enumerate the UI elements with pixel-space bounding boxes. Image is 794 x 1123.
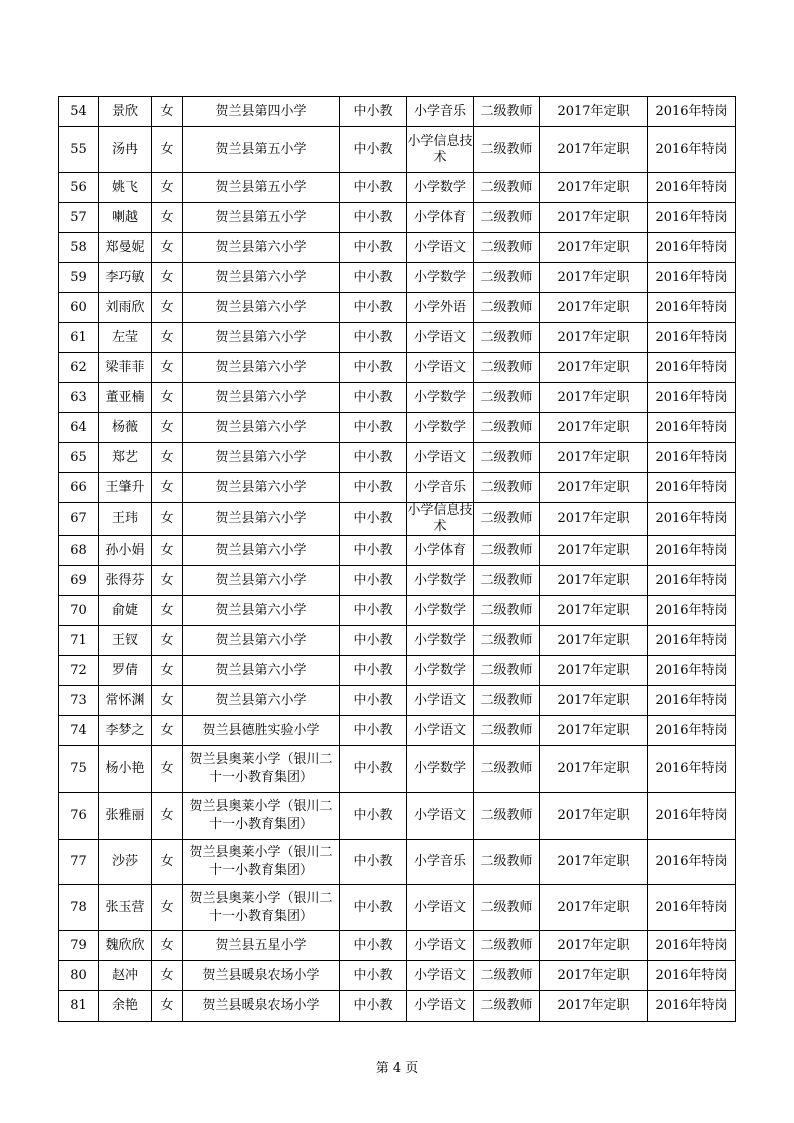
cell-sex: 女	[152, 97, 183, 127]
cell-no: 68	[59, 536, 99, 566]
cell-school: 贺兰县暖泉农场小学	[183, 961, 340, 991]
cell-name: 梁菲菲	[99, 353, 152, 383]
cell-name: 王玮	[99, 503, 152, 536]
cell-school: 贺兰县奥莱小学（银川二十一小教育集团）	[183, 840, 340, 885]
cell-title: 二级教师	[474, 203, 540, 233]
cell-school: 贺兰县第六小学	[183, 413, 340, 443]
cell-subject: 小学语文	[407, 353, 474, 383]
cell-name: 汤冉	[99, 127, 152, 173]
cell-position: 2017年定职	[540, 293, 648, 323]
table-row	[59, 353, 736, 383]
cell-no: 80	[59, 961, 99, 991]
cell-note: 2016年特岗	[648, 293, 736, 323]
cell-no: 70	[59, 596, 99, 626]
cell-no: 73	[59, 686, 99, 716]
cell-title: 二级教师	[474, 173, 540, 203]
cell-school: 贺兰县奥莱小学（银川二十一小教育集团）	[183, 746, 340, 793]
cell-subject: 小学语文	[407, 716, 474, 746]
cell-school: 贺兰县第六小学	[183, 503, 340, 536]
cell-no: 55	[59, 127, 99, 173]
cell-position: 2017年定职	[540, 716, 648, 746]
cell-sex: 女	[152, 263, 183, 293]
cell-subject: 小学语文	[407, 885, 474, 931]
table-row	[59, 566, 736, 596]
cell-no: 75	[59, 746, 99, 793]
cell-title: 二级教师	[474, 793, 540, 840]
cell-position: 2017年定职	[540, 626, 648, 656]
cell-position: 2017年定职	[540, 353, 648, 383]
cell-title: 二级教师	[474, 596, 540, 626]
cell-sex: 女	[152, 931, 183, 961]
cell-sex: 女	[152, 536, 183, 566]
cell-school: 贺兰县第六小学	[183, 596, 340, 626]
cell-sex: 女	[152, 596, 183, 626]
cell-subject: 小学语文	[407, 931, 474, 961]
table-row	[59, 263, 736, 293]
table-row	[59, 885, 736, 931]
cell-no: 79	[59, 931, 99, 961]
cell-note: 2016年特岗	[648, 656, 736, 686]
table-row	[59, 626, 736, 656]
cell-sex: 女	[152, 323, 183, 353]
cell-sex: 女	[152, 503, 183, 536]
cell-subject: 小学体育	[407, 536, 474, 566]
cell-sex: 女	[152, 353, 183, 383]
cell-position: 2017年定职	[540, 840, 648, 885]
cell-school: 贺兰县五星小学	[183, 931, 340, 961]
cell-school: 贺兰县第四小学	[183, 97, 340, 127]
cell-no: 72	[59, 656, 99, 686]
cell-note: 2016年特岗	[648, 473, 736, 503]
cell-name: 俞婕	[99, 596, 152, 626]
cell-note: 2016年特岗	[648, 323, 736, 353]
cell-name: 罗倩	[99, 656, 152, 686]
cell-title: 二级教师	[474, 656, 540, 686]
cell-name: 赵冲	[99, 961, 152, 991]
cell-position: 2017年定职	[540, 203, 648, 233]
cell-school: 贺兰县德胜实验小学	[183, 716, 340, 746]
cell-title: 二级教师	[474, 443, 540, 473]
cell-no: 56	[59, 173, 99, 203]
cell-subject: 小学数学	[407, 383, 474, 413]
teacher-roster-table	[58, 96, 736, 1022]
cell-subject: 小学数学	[407, 656, 474, 686]
cell-title: 二级教师	[474, 413, 540, 443]
cell-position: 2017年定职	[540, 991, 648, 1022]
table-row	[59, 173, 736, 203]
cell-note: 2016年特岗	[648, 961, 736, 991]
cell-name: 郑曼妮	[99, 233, 152, 263]
cell-sex: 女	[152, 293, 183, 323]
cell-note: 2016年特岗	[648, 353, 736, 383]
cell-school: 贺兰县第六小学	[183, 656, 340, 686]
table-row	[59, 961, 736, 991]
cell-sex: 女	[152, 656, 183, 686]
cell-note: 2016年特岗	[648, 413, 736, 443]
cell-name: 张得芬	[99, 566, 152, 596]
cell-subject: 小学数学	[407, 413, 474, 443]
cell-title: 二级教师	[474, 503, 540, 536]
cell-level: 中小教	[340, 413, 407, 443]
cell-sex: 女	[152, 626, 183, 656]
cell-name: 董亚楠	[99, 383, 152, 413]
cell-level: 中小教	[340, 536, 407, 566]
cell-subject: 小学信息技术	[407, 127, 474, 173]
page-number: 第 4 页	[375, 1061, 419, 1076]
cell-no: 58	[59, 233, 99, 263]
cell-school: 贺兰县第六小学	[183, 353, 340, 383]
cell-level: 中小教	[340, 263, 407, 293]
cell-position: 2017年定职	[540, 885, 648, 931]
cell-school: 贺兰县第六小学	[183, 686, 340, 716]
cell-title: 二级教师	[474, 840, 540, 885]
cell-no: 67	[59, 503, 99, 536]
cell-note: 2016年特岗	[648, 173, 736, 203]
cell-sex: 女	[152, 443, 183, 473]
cell-name: 孙小娟	[99, 536, 152, 566]
cell-school: 贺兰县奥莱小学（银川二十一小教育集团）	[183, 793, 340, 840]
cell-school: 贺兰县奥莱小学（银川二十一小教育集团）	[183, 885, 340, 931]
cell-subject: 小学语文	[407, 961, 474, 991]
cell-subject: 小学语文	[407, 443, 474, 473]
table-row	[59, 931, 736, 961]
table-row	[59, 716, 736, 746]
cell-no: 76	[59, 793, 99, 840]
cell-subject: 小学外语	[407, 293, 474, 323]
cell-title: 二级教师	[474, 716, 540, 746]
cell-level: 中小教	[340, 566, 407, 596]
cell-position: 2017年定职	[540, 686, 648, 716]
cell-sex: 女	[152, 686, 183, 716]
cell-subject: 小学音乐	[407, 473, 474, 503]
cell-subject: 小学数学	[407, 746, 474, 793]
cell-position: 2017年定职	[540, 263, 648, 293]
cell-no: 74	[59, 716, 99, 746]
cell-position: 2017年定职	[540, 596, 648, 626]
table-row	[59, 503, 736, 536]
cell-school: 贺兰县第六小学	[183, 443, 340, 473]
cell-title: 二级教师	[474, 263, 540, 293]
cell-no: 71	[59, 626, 99, 656]
cell-note: 2016年特岗	[648, 991, 736, 1022]
table-row	[59, 233, 736, 263]
cell-title: 二级教师	[474, 931, 540, 961]
cell-level: 中小教	[340, 233, 407, 263]
cell-sex: 女	[152, 840, 183, 885]
cell-no: 69	[59, 566, 99, 596]
table-row	[59, 991, 736, 1022]
cell-position: 2017年定职	[540, 793, 648, 840]
cell-position: 2017年定职	[540, 127, 648, 173]
cell-no: 62	[59, 353, 99, 383]
cell-school: 贺兰县第六小学	[183, 263, 340, 293]
cell-level: 中小教	[340, 626, 407, 656]
cell-name: 张雅丽	[99, 793, 152, 840]
cell-level: 中小教	[340, 173, 407, 203]
cell-note: 2016年特岗	[648, 626, 736, 656]
cell-position: 2017年定职	[540, 566, 648, 596]
cell-sex: 女	[152, 716, 183, 746]
cell-sex: 女	[152, 793, 183, 840]
table-row	[59, 443, 736, 473]
cell-title: 二级教师	[474, 536, 540, 566]
cell-subject: 小学音乐	[407, 840, 474, 885]
table-row	[59, 686, 736, 716]
cell-no: 57	[59, 203, 99, 233]
cell-position: 2017年定职	[540, 383, 648, 413]
cell-title: 二级教师	[474, 885, 540, 931]
cell-title: 二级教师	[474, 97, 540, 127]
table-body	[59, 97, 736, 1022]
cell-note: 2016年特岗	[648, 840, 736, 885]
cell-sex: 女	[152, 885, 183, 931]
cell-no: 63	[59, 383, 99, 413]
cell-name: 王钗	[99, 626, 152, 656]
table-row	[59, 97, 736, 127]
cell-note: 2016年特岗	[648, 931, 736, 961]
cell-level: 中小教	[340, 885, 407, 931]
cell-subject: 小学语文	[407, 793, 474, 840]
cell-no: 77	[59, 840, 99, 885]
cell-school: 贺兰县第五小学	[183, 127, 340, 173]
cell-sex: 女	[152, 173, 183, 203]
table-row	[59, 746, 736, 793]
cell-name: 左莹	[99, 323, 152, 353]
cell-title: 二级教师	[474, 323, 540, 353]
cell-school: 贺兰县第六小学	[183, 383, 340, 413]
cell-title: 二级教师	[474, 233, 540, 263]
cell-position: 2017年定职	[540, 536, 648, 566]
table-row	[59, 793, 736, 840]
cell-position: 2017年定职	[540, 413, 648, 443]
cell-sex: 女	[152, 991, 183, 1022]
cell-school: 贺兰县第六小学	[183, 233, 340, 263]
cell-level: 中小教	[340, 383, 407, 413]
cell-school: 贺兰县第六小学	[183, 323, 340, 353]
cell-note: 2016年特岗	[648, 97, 736, 127]
cell-sex: 女	[152, 566, 183, 596]
cell-name: 景欣	[99, 97, 152, 127]
cell-no: 64	[59, 413, 99, 443]
cell-title: 二级教师	[474, 293, 540, 323]
cell-subject: 小学数学	[407, 626, 474, 656]
cell-school: 贺兰县第六小学	[183, 566, 340, 596]
cell-subject: 小学语文	[407, 686, 474, 716]
cell-name: 喇越	[99, 203, 152, 233]
cell-sex: 女	[152, 233, 183, 263]
cell-position: 2017年定职	[540, 961, 648, 991]
cell-note: 2016年特岗	[648, 793, 736, 840]
table-row	[59, 656, 736, 686]
cell-position: 2017年定职	[540, 656, 648, 686]
cell-level: 中小教	[340, 716, 407, 746]
cell-subject: 小学体育	[407, 203, 474, 233]
cell-level: 中小教	[340, 323, 407, 353]
cell-position: 2017年定职	[540, 443, 648, 473]
cell-name: 李梦之	[99, 716, 152, 746]
cell-position: 2017年定职	[540, 323, 648, 353]
cell-subject: 小学数学	[407, 263, 474, 293]
table-row	[59, 293, 736, 323]
cell-level: 中小教	[340, 991, 407, 1022]
cell-subject: 小学数学	[407, 566, 474, 596]
cell-school: 贺兰县第六小学	[183, 536, 340, 566]
cell-subject: 小学数学	[407, 596, 474, 626]
cell-subject: 小学语文	[407, 991, 474, 1022]
cell-title: 二级教师	[474, 746, 540, 793]
cell-subject: 小学数学	[407, 173, 474, 203]
cell-title: 二级教师	[474, 383, 540, 413]
cell-position: 2017年定职	[540, 233, 648, 263]
cell-level: 中小教	[340, 203, 407, 233]
cell-subject: 小学音乐	[407, 97, 474, 127]
cell-name: 李巧敏	[99, 263, 152, 293]
cell-note: 2016年特岗	[648, 596, 736, 626]
cell-name: 张玉营	[99, 885, 152, 931]
cell-position: 2017年定职	[540, 503, 648, 536]
cell-level: 中小教	[340, 353, 407, 383]
cell-name: 郑艺	[99, 443, 152, 473]
cell-no: 78	[59, 885, 99, 931]
cell-position: 2017年定职	[540, 97, 648, 127]
cell-note: 2016年特岗	[648, 746, 736, 793]
cell-note: 2016年特岗	[648, 716, 736, 746]
cell-level: 中小教	[340, 293, 407, 323]
cell-title: 二级教师	[474, 473, 540, 503]
cell-no: 66	[59, 473, 99, 503]
table-row	[59, 383, 736, 413]
cell-sex: 女	[152, 383, 183, 413]
cell-level: 中小教	[340, 961, 407, 991]
cell-school: 贺兰县第六小学	[183, 293, 340, 323]
cell-sex: 女	[152, 746, 183, 793]
table-row	[59, 473, 736, 503]
cell-note: 2016年特岗	[648, 233, 736, 263]
cell-level: 中小教	[340, 97, 407, 127]
cell-position: 2017年定职	[540, 173, 648, 203]
cell-title: 二级教师	[474, 686, 540, 716]
cell-note: 2016年特岗	[648, 263, 736, 293]
cell-level: 中小教	[340, 840, 407, 885]
cell-subject: 小学语文	[407, 323, 474, 353]
cell-level: 中小教	[340, 686, 407, 716]
cell-title: 二级教师	[474, 353, 540, 383]
cell-no: 54	[59, 97, 99, 127]
cell-position: 2017年定职	[540, 746, 648, 793]
cell-name: 魏欣欣	[99, 931, 152, 961]
cell-name: 常怀渊	[99, 686, 152, 716]
cell-note: 2016年特岗	[648, 443, 736, 473]
cell-sex: 女	[152, 203, 183, 233]
cell-note: 2016年特岗	[648, 127, 736, 173]
cell-no: 61	[59, 323, 99, 353]
table-row	[59, 536, 736, 566]
cell-level: 中小教	[340, 746, 407, 793]
table-row	[59, 596, 736, 626]
cell-note: 2016年特岗	[648, 566, 736, 596]
cell-name: 杨小艳	[99, 746, 152, 793]
cell-subject: 小学语文	[407, 233, 474, 263]
cell-level: 中小教	[340, 596, 407, 626]
cell-no: 60	[59, 293, 99, 323]
cell-school: 贺兰县第六小学	[183, 626, 340, 656]
cell-sex: 女	[152, 961, 183, 991]
cell-level: 中小教	[340, 793, 407, 840]
cell-name: 王肇升	[99, 473, 152, 503]
cell-name: 杨薇	[99, 413, 152, 443]
cell-title: 二级教师	[474, 991, 540, 1022]
cell-note: 2016年特岗	[648, 383, 736, 413]
cell-school: 贺兰县第五小学	[183, 203, 340, 233]
cell-school: 贺兰县第六小学	[183, 473, 340, 503]
table-row	[59, 840, 736, 885]
cell-position: 2017年定职	[540, 931, 648, 961]
table-row	[59, 413, 736, 443]
cell-name: 姚飞	[99, 173, 152, 203]
cell-title: 二级教师	[474, 127, 540, 173]
cell-school: 贺兰县暖泉农场小学	[183, 991, 340, 1022]
cell-no: 59	[59, 263, 99, 293]
cell-sex: 女	[152, 127, 183, 173]
cell-level: 中小教	[340, 656, 407, 686]
table-row	[59, 323, 736, 353]
cell-note: 2016年特岗	[648, 686, 736, 716]
cell-level: 中小教	[340, 931, 407, 961]
cell-note: 2016年特岗	[648, 885, 736, 931]
cell-no: 65	[59, 443, 99, 473]
cell-level: 中小教	[340, 127, 407, 173]
cell-name: 刘雨欣	[99, 293, 152, 323]
cell-subject: 小学信息技术	[407, 503, 473, 534]
table-row	[59, 203, 736, 233]
cell-note: 2016年特岗	[648, 203, 736, 233]
table-row	[59, 127, 736, 173]
cell-level: 中小教	[340, 443, 407, 473]
cell-level: 中小教	[340, 473, 407, 503]
cell-title: 二级教师	[474, 566, 540, 596]
cell-sex: 女	[152, 473, 183, 503]
cell-note: 2016年特岗	[648, 503, 736, 536]
cell-title: 二级教师	[474, 961, 540, 991]
cell-name: 沙莎	[99, 840, 152, 885]
cell-name: 余艳	[99, 991, 152, 1022]
cell-level: 中小教	[340, 503, 407, 536]
cell-sex: 女	[152, 413, 183, 443]
cell-title: 二级教师	[474, 626, 540, 656]
cell-position: 2017年定职	[540, 473, 648, 503]
cell-no: 81	[59, 991, 99, 1022]
cell-school: 贺兰县第五小学	[183, 173, 340, 203]
cell-note: 2016年特岗	[648, 536, 736, 566]
